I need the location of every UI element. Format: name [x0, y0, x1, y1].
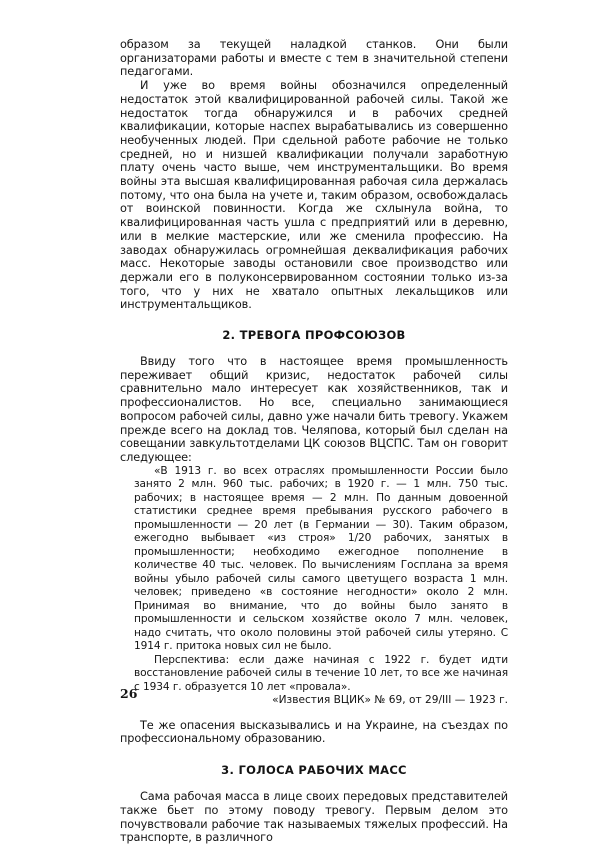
paragraph-ukraine: Те же опасения высказывались и на Украине, на съездах по профессиональному образованию.	[120, 718, 508, 746]
quote-paragraph-statistics: «В 1913 г. во всех отраслях промышленности России было занято 2 млн. 960 тыс. рабочих; в 1920 г. — 1 млн. 750 тыс. рабочих; в настоящее время — 2 млн. По данным довоенной статистики среднее время пребывания русского рабочего в промышленности — 20 лет (в Германии — 30). Таким образом, ежегодно выбывает «из строя» 1/20 рабочих, занятых в промышленности; необходимо ежегодное пополнение в количестве 40 тыс. человек. По вычислениям Госплана за время войны убыло рабочей силы самого цветущего возраста 1 млн. человек; приведено «в состояние негодности» около 2 млн. Принимая во внимание, что до войны было занято в промышленности и сельском хозяйстве около 7 млн. человек, надо считать, что около половины этой рабочей силы утеряно. С 1914 г. притока новых сил не было.	[134, 464, 508, 653]
quote-paragraph-perspective: Перспектива: если даже начиная с 1922 г. будет идти восстановление рабочей силы в течение 10 лет, то все же начиная с 1934 г. образуется 10 лет «провала».	[134, 653, 508, 693]
paragraph-qualification-shortage: И уже во время войны обозначился определенный недостаток этой квалифицированной рабочей силы. Такой же недостаток тогда обнаружился и в рабочих средней квалификации, которые наспех вырабатывались из совершенно необученных людей. При сдельной работе рабочие не только средней, но и низшей квалификации получали заработную плату очень часто выше, чем инструментальщики. Во время войны эта высшая квалифицированная рабочая сила держалась потому, что она была на учете и, таким образом, освобождалась от воинской повинности. Когда же схлынула война, то квалифицированная часть ушла с предприятий или в деревню, или в мелкие мастерские, или же сменила профессию. На заводах обнаружилась огромнейшая деквалификация рабочих масс. Некоторые заводы остановили свое производство или держали его в полуконсервированном состоянии только из-за того, что у них не хватало опытных лекальщиков или инструментальщиков.	[120, 79, 508, 312]
paragraph-continuation: образом за текущей наладкой станков. Они были организаторами работы и вместе с тем в значительной степени педагогами.	[120, 38, 508, 79]
section-heading-workers-voices: 3. ГОЛОСА РАБОЧИХ МАСС	[221, 763, 407, 778]
section-heading-trade-unions-alarm: 2. ТРЕВОГА ПРОФСОЮЗОВ	[222, 328, 406, 343]
paragraph-section2-intro: Ввиду того что в настоящее время промышленность переживает общий кризис, недостаток рабочей силы сравнительно мало интересует как хозяйственников, так и профессионалистов. Но все, специально занимающиеся вопросом рабочей силы, давно уже начали бить тревогу. Укажем прежде всего на доклад тов. Челяпова, который был сделан на совещании завкультотделами ЦК союзов ВЦСПС. Там он говорит следующее:	[120, 355, 508, 464]
page-number: 26	[120, 686, 138, 701]
paragraph-section3-intro: Сама рабочая масса в лице своих передовых представителей также бьет по этому поводу тревогу. Первым делом это почувствовали рабочие так называемых тяжелых профессий. На транспорте, в различного	[120, 790, 508, 845]
quote-source: «Известия ВЦИК» № 69, от 29/III — 1923 г.	[272, 694, 508, 707]
